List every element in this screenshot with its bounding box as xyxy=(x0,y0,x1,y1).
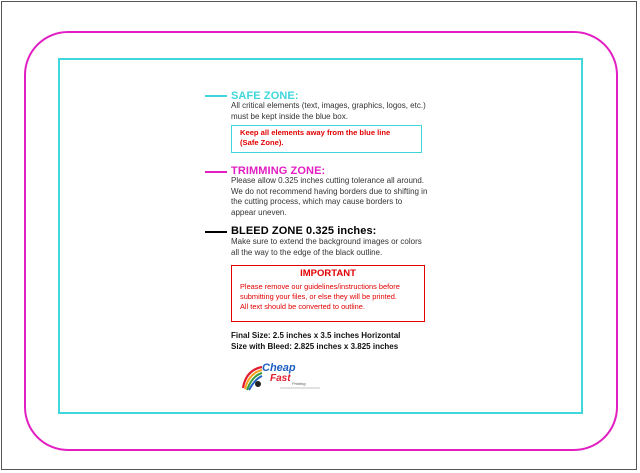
safe-zone-warning: Keep all elements away from the blue line (Safe Zone). xyxy=(231,125,422,153)
logo-word-fast: Fast xyxy=(270,373,291,384)
cheap-fast-printing-logo xyxy=(240,362,324,392)
trimming-zone-description: Please allow 0.325 inches cutting tolerance all around. We do not recommend having borders due to shifting in the cutting process, which may cause borders to appear uneven. xyxy=(231,176,428,217)
size-specifications: Final Size: 2.5 inches x 3.5 inches Horizontal Size with Bleed: 2.825 inches x 3.825 inches xyxy=(231,331,401,351)
important-notice-box xyxy=(231,265,425,322)
important-body: Please remove our guidelines/instructions before submitting your files, or else they will be printed. All text should be converted to outline. xyxy=(240,282,400,311)
logo-word-cheap: Cheap xyxy=(262,362,296,374)
important-title: IMPORTANT xyxy=(300,268,356,279)
trimming-zone-marker xyxy=(205,171,227,173)
safe-zone-marker xyxy=(205,95,227,97)
safe-zone-title: SAFE ZONE: xyxy=(231,90,299,102)
bleed-zone-description: Make sure to extend the background images or colors all the way to the edge of the black outline. xyxy=(231,237,422,257)
bleed-zone-marker xyxy=(205,231,227,233)
safe-zone-description: All critical elements (text, images, graphics, logos, etc.) must be kept inside the blue box. xyxy=(231,101,426,121)
logo-word-printing: Printing xyxy=(292,381,306,386)
bleed-zone-title: BLEED ZONE 0.325 inches: xyxy=(231,225,377,237)
trimming-zone-title: TRIMMING ZONE: xyxy=(231,165,326,177)
